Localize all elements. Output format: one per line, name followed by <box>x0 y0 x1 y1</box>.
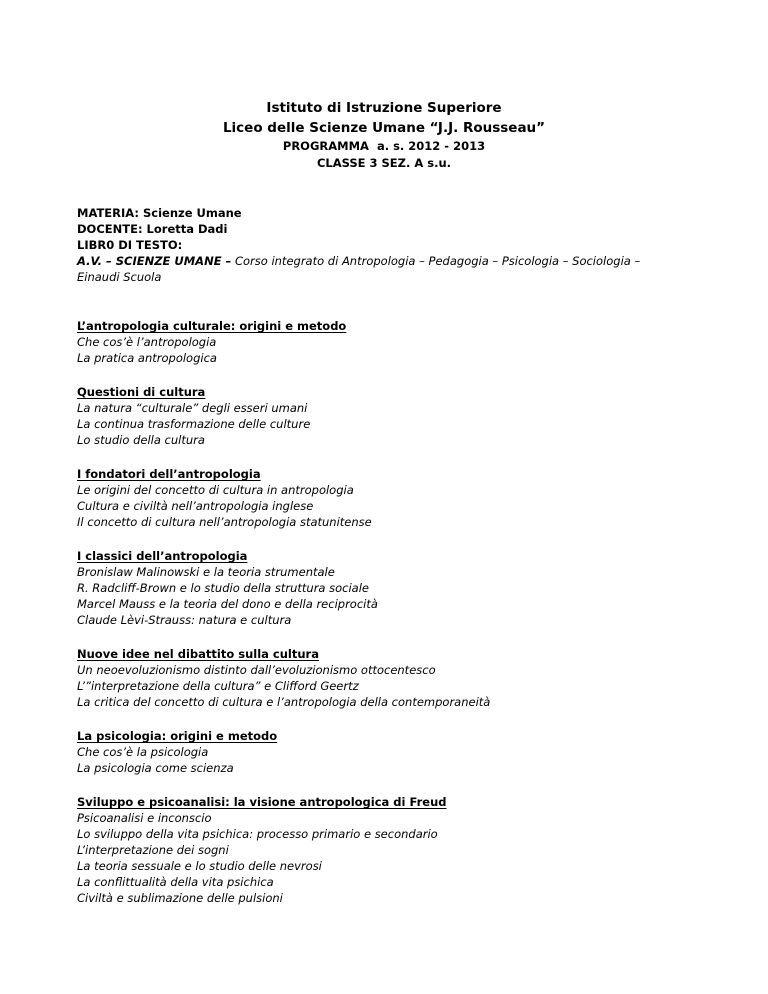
section-item: Bronislaw Malinowski e la teoria strumentale <box>77 565 335 579</box>
section-item: Lo studio della cultura <box>77 433 205 447</box>
section-item: Marcel Mauss e la teoria del dono e della reciprocità <box>77 597 378 611</box>
textbook-publisher: Einaudi Scuola <box>77 270 162 284</box>
program-year: PROGRAMMA a. s. 2012 - 2013 <box>282 139 486 153</box>
section-title: Sviluppo e psicoanalisi: la visione antropologica di Freud <box>77 795 447 809</box>
section-item: La pratica antropologica <box>77 351 217 365</box>
section-item: La natura “culturale” degli esseri umani <box>77 401 308 415</box>
textbook-title: A.V. – SCIENZE UMANE – <box>77 254 232 268</box>
section-item: Cultura e civiltà nell’antropologia inglese <box>77 499 314 513</box>
section-title: Questioni di cultura <box>77 385 206 399</box>
section-item: La conflittualità della vita psichica <box>77 875 274 889</box>
section-item: Psicoanalisi e inconscio <box>77 811 212 825</box>
section-item: R. Radcliff-Brown e lo studio della struttura sociale <box>77 581 369 595</box>
section-title: Nuove idee nel dibattito sulla cultura <box>77 647 319 661</box>
section-item: Il concetto di cultura nell’antropologia statunitense <box>77 515 372 529</box>
section-item: Lo sviluppo della vita psichica: processo primario e secondario <box>77 827 438 841</box>
section-item: Un neoevoluzionismo distinto dall’evoluzionismo ottocentesco <box>77 663 436 677</box>
section-item: Civiltà e sublimazione delle pulsioni <box>77 891 283 905</box>
subject-line: MATERIA: Scienze Umane <box>77 206 242 220</box>
section-title: I fondatori dell’antropologia <box>77 467 261 481</box>
section-item: Che cos’è la psicologia <box>77 745 209 759</box>
section-item: La teoria sessuale e lo studio delle nevrosi <box>77 859 322 873</box>
school-subtitle: Liceo delle Scienze Umane “J.J. Rousseau” <box>222 120 546 136</box>
section-item: L’interpretazione dei sogni <box>77 843 229 857</box>
section-item: L’”interpretazione della cultura” e Clifford Geertz <box>77 679 359 693</box>
section-title: I classici dell’antropologia <box>77 549 248 563</box>
section-item: Le origini del concetto di cultura in antropologia <box>77 483 354 497</box>
section-title: L’antropologia culturale: origini e metodo <box>77 319 347 333</box>
teacher-line: DOCENTE: Loretta Dadi <box>77 222 228 236</box>
section-item: La critica del concetto di cultura e l’antropologia della contemporaneità <box>77 695 491 709</box>
section-item: La continua trasformazione delle culture <box>77 417 311 431</box>
school-name: Istituto di Istruzione Superiore <box>266 100 502 116</box>
section-title: La psicologia: origini e metodo <box>77 729 278 743</box>
section-item: La psicologia come scienza <box>77 761 234 775</box>
textbook-label: LIBR0 DI TESTO: <box>77 238 183 252</box>
textbook-description: Corso integrato di Antropologia – Pedagogia – Psicologia – Sociologia – <box>234 254 641 268</box>
textbook-line <box>77 254 640 268</box>
section-item: Claude Lèvi-Strauss: natura e cultura <box>77 613 292 627</box>
section-item: Che cos’è l’antropologia <box>77 335 217 349</box>
class-section: CLASSE 3 SEZ. A s.u. <box>316 156 452 170</box>
